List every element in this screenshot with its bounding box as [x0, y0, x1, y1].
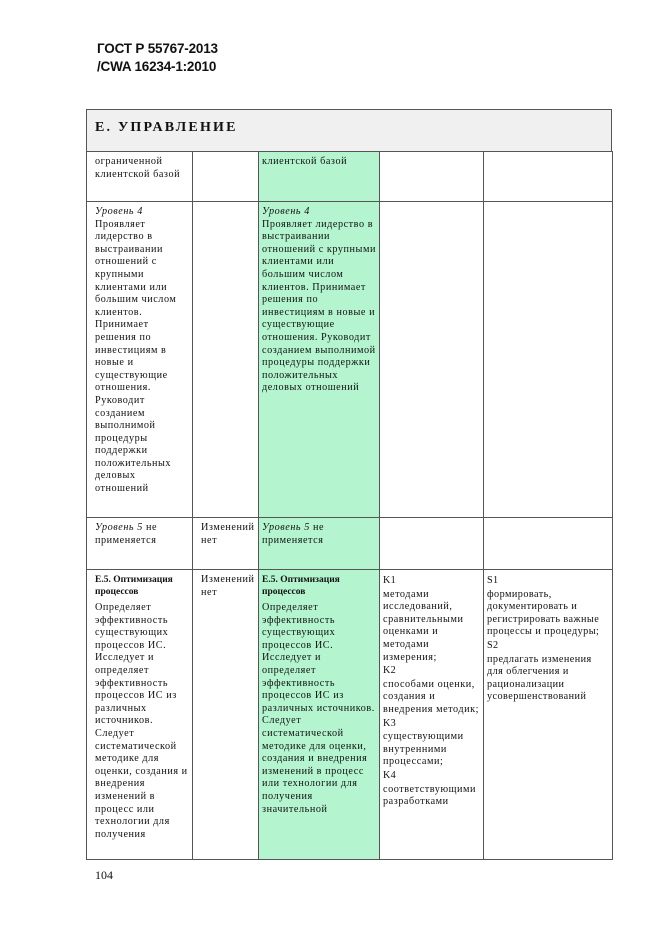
skill-text: предлагать изменения для облегчения и рационализации усовершенствований [487, 653, 592, 703]
cell-changes: Изменений нет [193, 518, 259, 570]
level-text: Проявляет лидерство в выстраивании отношений с крупными клиентами или большим числом клиентов. Принимает решения по инвестициям в новые и существующие отношения. Руководит созданием выполнимой процедуры поддержки положительных деловых отношений [95, 218, 177, 495]
level-text: не применяется [262, 522, 325, 546]
cell-old-description: ограниченной клиентской базой [87, 152, 193, 202]
knowledge-text: способами оценки, создания и внедрения методик; [383, 678, 479, 715]
cell-new-description: клиентской базой [259, 152, 380, 202]
table-row [87, 152, 613, 202]
cell-changes [193, 202, 259, 518]
skill-label: S1 [487, 575, 499, 586]
level-text: Проявляет лидерство в выстраивании отношений с крупными клиентами или большим числом клиентов. Принимает решения по инвестициям в новые и существующие отношения. Руководит созданием выполнимой процедуры поддержки положительных деловых отношений [262, 218, 376, 394]
cell-skills [484, 152, 613, 202]
section-title: Е. УПРАВЛЕНИЕ [95, 120, 238, 135]
document-header [97, 40, 218, 76]
page-number: 104 [95, 868, 113, 882]
skill-label: S2 [487, 639, 499, 651]
cell-old-level5 [87, 518, 193, 570]
cell-new-level4 [259, 202, 380, 518]
cell-old-e5 [87, 570, 193, 860]
cell-knowledge [380, 152, 484, 202]
knowledge-label: K4 [383, 769, 397, 781]
knowledge-label: K3 [383, 717, 397, 729]
cell-knowledge [380, 570, 484, 860]
cell-old-level4 [87, 202, 193, 518]
level-text: не применяется [95, 522, 158, 546]
knowledge-text: соответствующими разработками [383, 783, 477, 808]
table-row [87, 570, 613, 860]
competence-text: Определяет эффективность существующих процессов ИС. Исследует и определяет эффективность процессов ИС из различных источников. Следует систематической методике для оценки, создания и внедрения изменений в процесс или технологии для получения [95, 602, 188, 840]
cell-changes: Изменений нет [193, 570, 259, 860]
cell-new-e5 [259, 570, 380, 860]
level-label: Уровень 5 [262, 522, 310, 533]
cell-skills [484, 518, 613, 570]
section-header [86, 109, 612, 151]
cell-knowledge [380, 518, 484, 570]
competence-text: Определяет эффективность существующих процессов ИС. Исследует и определяет эффективность процессов ИС из различных источников. Следует систематической методике для оценки, создания и внедрения изменений в процесс или технологии для получения значительной [262, 602, 375, 815]
knowledge-text: методами исследований, сравнительными оценками и методами измерения; [383, 588, 464, 663]
standard-code-cwa: /CWA 16234-1:2010 [97, 59, 217, 74]
level-label: Уровень 4 [95, 206, 143, 217]
cell-skills [484, 570, 613, 860]
competence-title: Е.5. Оптимизация процессов [95, 575, 173, 597]
cell-knowledge [380, 202, 484, 518]
competence-table [86, 151, 613, 860]
knowledge-label: K2 [383, 665, 397, 677]
knowledge-text: существующими внутренними процессами; [383, 731, 464, 768]
level-label: Уровень 5 [95, 522, 143, 533]
cell-new-level5 [259, 518, 380, 570]
standard-code: ГОСТ Р 55767-2013 [97, 41, 218, 56]
competence-title: Е.5. Оптимизация процессов [262, 575, 340, 597]
knowledge-label: K1 [383, 575, 397, 586]
cell-skills [484, 202, 613, 518]
table-row [87, 518, 613, 570]
level-label: Уровень 4 [262, 206, 310, 217]
table-row [87, 202, 613, 518]
skill-text: формировать, документировать и регистрировать важные процессы и процедуры; [487, 588, 600, 638]
cell-changes [193, 152, 259, 202]
